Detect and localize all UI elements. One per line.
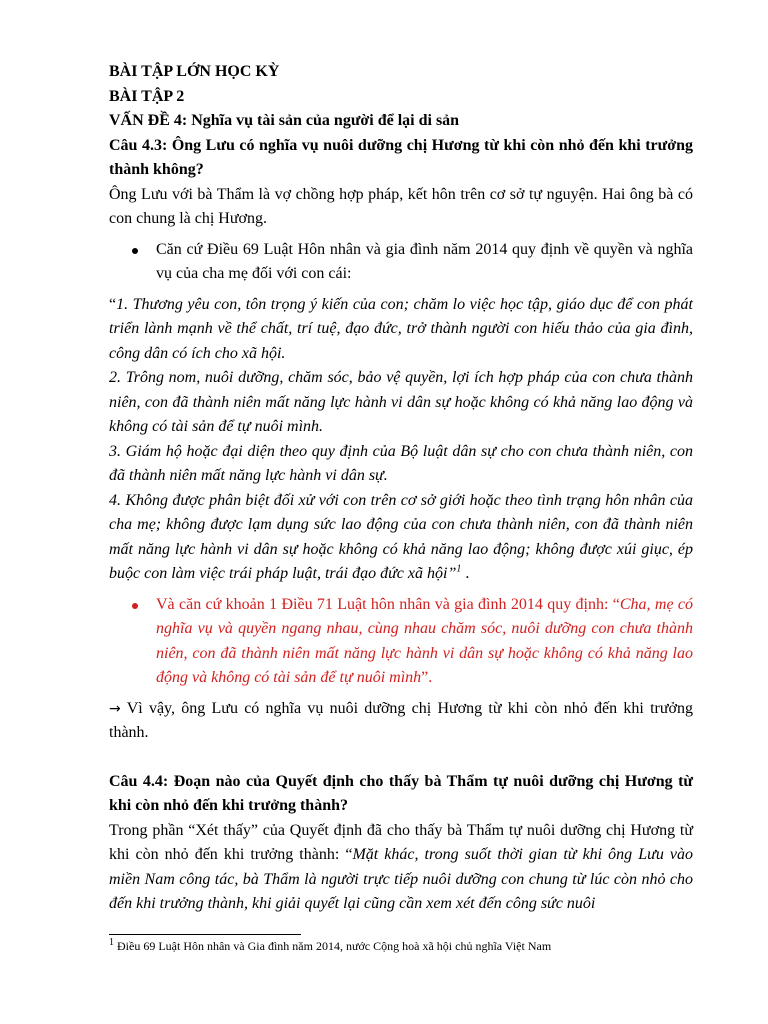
question-4-3-intro: Ông Lưu với bà Thẩm là vợ chồng hợp pháp, kết hôn trên cơ sở tự nguyện. Hai ông bà có con chung là chị Hương.	[109, 185, 693, 227]
quote-open-mark: “	[109, 295, 117, 313]
heading-issue: VẤN ĐỀ 4: Nghĩa vụ tài sản của người để lại di sản	[109, 112, 460, 129]
footnote-mark: 1	[109, 937, 114, 948]
document-body	[109, 60, 693, 917]
article-69-item-4-text: 4. Không được phân biệt đối xử với con trên cơ sở giới hoặc theo tình trạng hôn nhân của cha mẹ; không được lạm dụng sức lao động của con chưa thành niên, con đã thành niên mất năng lực hành vi dân sự hoặc không có khả năng lao động; không được xúi giục, ép buộc con làm việc trái pháp luật, trái đạo đức xã hội”	[109, 491, 693, 582]
bullet-dot-icon	[132, 603, 138, 609]
bullet-article-71-quote: Cha, mẹ có nghĩa vụ và quyền ngang nhau, cùng nhau chăm sóc, nuôi dưỡng con chưa thành niên, con đã thành niên mất năng lực hành vi dân sự hoặc không có khả năng lao động và không có tài sản để tự nuôi mình	[156, 595, 693, 686]
question-4-3-conclusion	[109, 697, 693, 746]
footnote-ref: 1	[456, 563, 462, 575]
bullet-article-71-end: ”.	[421, 669, 433, 686]
question-4-4-answer	[109, 819, 693, 917]
question-4-4-quote: Mặt khác, trong suốt thời gian từ khi ông Lưu vào miền Nam công tác, bà Thẩm là người trực tiếp nuôi dưỡng con chung từ lúc còn nhỏ cho đến khi trưởng thành, khi giải quyết lại cũng cần xem xét đến công sức nuôi	[109, 846, 694, 912]
right-arrow-icon: →	[109, 700, 121, 717]
bullet-dot-icon	[132, 248, 138, 254]
bullet-article-71	[109, 593, 693, 691]
bullet-article-69	[109, 238, 693, 287]
question-4-4-title: Câu 4.4: Đoạn nào của Quyết định cho thấy bà Thẩm tự nuôi dưỡng chị Hương từ khi còn nhỏ đến khi trưởng thành?	[109, 772, 693, 814]
section-spacer	[109, 746, 693, 770]
question-4-3-title: Câu 4.3: Ông Lưu có nghĩa vụ nuôi dưỡng chị Hương từ khi còn nhỏ đến khi trưởng thành không?	[109, 136, 693, 178]
bullet-article-71-lead: Và căn cứ khoản 1 Điều 71 Luật hôn nhân và gia đình 2014 quy định: “	[156, 595, 620, 613]
item-4-end: .	[461, 565, 470, 582]
article-69-item-1	[109, 293, 693, 367]
heading-assignment: BÀI TẬP LỚN HỌC KỲ	[109, 63, 280, 80]
footnote-text: Điều 69 Luật Hôn nhân và Gia đình năm 2014, nước Cộng hoà xã hội chủ nghĩa Việt Nam	[114, 939, 552, 953]
footnote	[109, 938, 693, 954]
question-4-4-lead: Trong phần “Xét thấy” của Quyết định đã cho thấy bà Thẩm tự nuôi dưỡng chị Hương từ khi còn nhỏ đến khi trưởng thành: “	[109, 821, 693, 863]
article-69-item-2: 2. Trông nom, nuôi dưỡng, chăm sóc, bảo vệ quyền, lợi ích hợp pháp của con chưa thành niên, con đã thành niên mất năng lực hành vi dân sự hoặc không có khả năng lao động và không có tài sản để tự nuôi mình.	[109, 369, 693, 435]
footnote-separator	[109, 934, 301, 935]
article-69-item-4	[109, 489, 693, 587]
conclusion-text: Vì vậy, ông Lưu có nghĩa vụ nuôi dưỡng chị Hương từ khi còn nhỏ đến khi trưởng thành.	[109, 699, 693, 741]
heading-exercise: BÀI TẬP 2	[109, 87, 185, 105]
bullet-article-69-text: Căn cứ Điều 69 Luật Hôn nhân và gia đình năm 2014 quy định về quyền và nghĩa vụ của cha mẹ đối với con cái:	[156, 240, 693, 282]
article-69-item-3: 3. Giám hộ hoặc đại diện theo quy định của Bộ luật dân sự cho con chưa thành niên, con đã thành niên mất năng lực hành vi dân sự.	[109, 442, 693, 484]
article-69-item-1-text: 1. Thương yêu con, tôn trọng ý kiến của con; chăm lo việc học tập, giáo dục để con phát triển lành mạnh về thể chất, trí tuệ, đạo đức, trở thành người con hiếu thảo của gia đình, công dân có ích cho xã hội.	[109, 295, 693, 362]
